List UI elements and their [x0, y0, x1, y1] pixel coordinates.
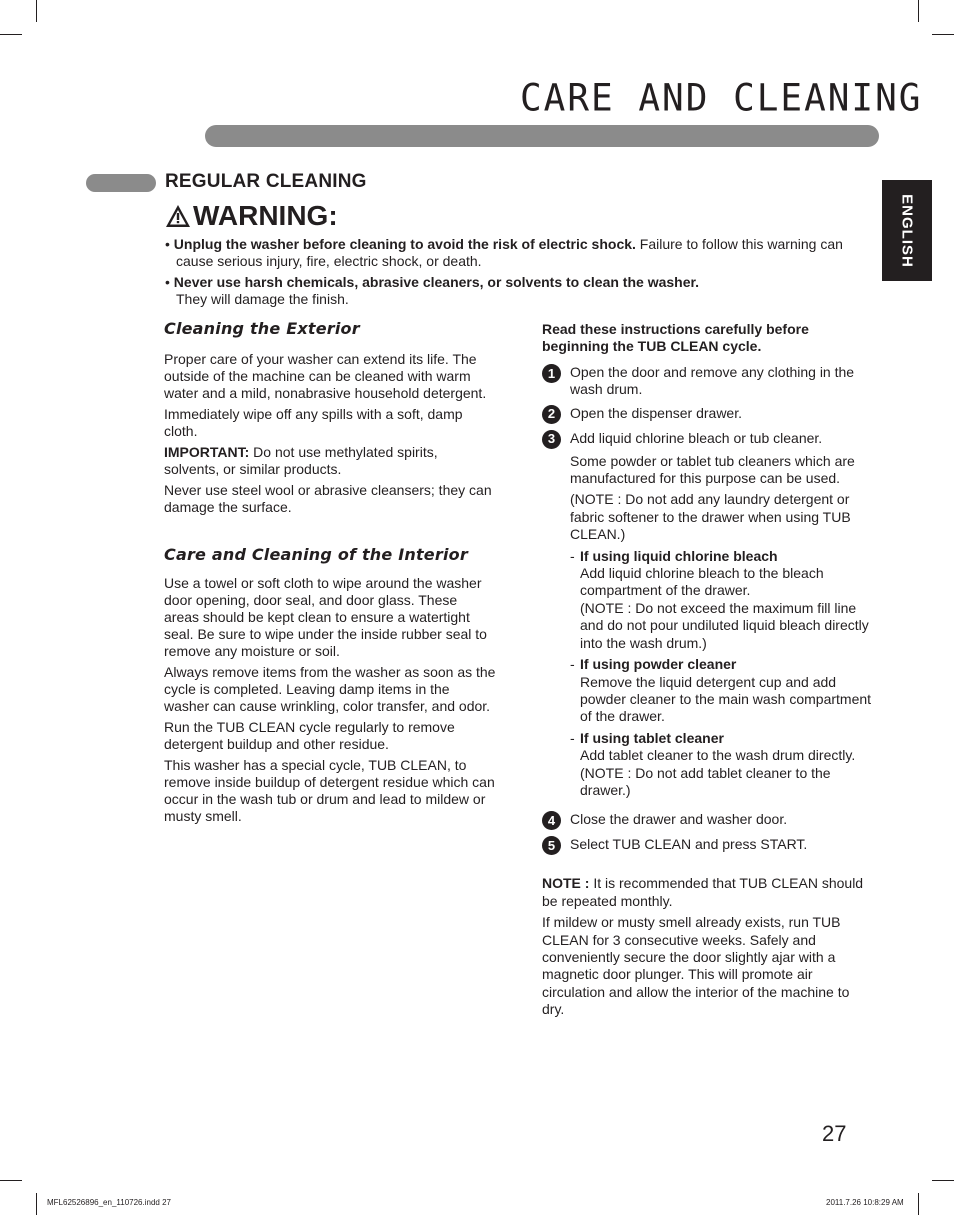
step-text: Add liquid chlorine bleach or tub cleaner. [570, 429, 823, 446]
option-note: (NOTE : Do not add tablet cleaner to the drawer.) [580, 764, 831, 798]
left-column [164, 320, 496, 825]
step-item [542, 364, 872, 399]
exterior-paragraph: Immediately wipe off any spills with a soft, damp cloth. [164, 406, 463, 439]
interior-paragraph: This washer has a special cycle, TUB CLEAN, to remove inside buildup of detergent residue which can occur in the wash tub or drum and lead to mildew or musty smell. [164, 757, 495, 824]
warning-triangle-icon [165, 203, 191, 229]
crop-mark [932, 1180, 954, 1181]
option-item [570, 656, 872, 726]
crop-mark [918, 1193, 919, 1215]
option-text: Add liquid chlorine bleach to the bleach compartment of the drawer. [580, 565, 824, 599]
tubclean-note [542, 875, 872, 910]
step-item [542, 405, 872, 424]
note-label: NOTE : [542, 875, 590, 892]
step-text: Close the drawer and washer door. [570, 811, 788, 828]
exterior-paragraph: Never use steel wool or abrasive cleansers; they can damage the surface. [164, 482, 492, 515]
crop-mark [0, 1180, 22, 1181]
warning-list [165, 236, 865, 312]
step-number-icon: 1 [542, 364, 561, 383]
option-dash: - [570, 656, 575, 673]
page-title: CARE AND CLEANING [520, 76, 923, 121]
note-text: It is recommended that TUB CLEAN should be repeated monthly. [542, 875, 864, 909]
step-text: Select TUB CLEAN and press START. [570, 836, 808, 853]
warning-item-bold: Unplug the washer before cleaning to avoid the risk of electric shock. [173, 236, 636, 252]
language-tab-label: ENGLISH [898, 193, 916, 268]
option-item [570, 548, 872, 652]
step-number-icon: 5 [542, 836, 561, 855]
important-text: Do not use methylated spirits, solvents, or similar products. [164, 444, 438, 477]
warning-item: • Unplug the washer before cleaning to avoid the risk of electric shock. Failure to follow this warning can cause serious injury, fire, electric shock, or death. [165, 236, 843, 269]
tubclean-final: If mildew or musty smell already exists, run TUB CLEAN for 3 consecutive weeks. Safely and conveniently secure the door slightly ajar with a magnetic door plunger. This will promote air circulation and allow the interior of the machine to dry. [542, 914, 850, 1018]
warning-label: WARNING: [193, 200, 338, 231]
page-number: 27 [822, 1121, 847, 1146]
exterior-heading: Cleaning the Exterior [164, 319, 360, 338]
footer-timestamp: 2011.7.26 10:8:29 AM [826, 1198, 904, 1207]
option-text: Add tablet cleaner to the wash drum directly. [580, 747, 856, 764]
crop-mark [918, 0, 919, 22]
warning-heading [165, 200, 338, 232]
interior-paragraph: Run the TUB CLEAN cycle regularly to remove detergent buildup and other residue. [164, 719, 455, 752]
section-pill [86, 174, 156, 192]
important-label: IMPORTANT: [164, 444, 250, 460]
interior-paragraph: Always remove items from the washer as soon as the cycle is completed. Leaving damp items in the washer can cause wrinkling, color transfer, and odor. [164, 664, 496, 714]
crop-mark [932, 34, 954, 35]
interior-heading: Care and Cleaning of the Interior [164, 545, 468, 564]
warning-item-text: They will damage the finish. [176, 291, 349, 307]
option-title: If using powder cleaner [580, 656, 737, 673]
step-item [542, 836, 872, 855]
option-title: If using liquid chlorine bleach [580, 547, 778, 564]
footer-file: MFL62526896_en_110726.indd 27 [47, 1198, 171, 1207]
crop-mark [36, 1193, 37, 1215]
step-text: Open the door and remove any clothing in the wash drum. [570, 363, 855, 398]
step3-note: (NOTE : Do not add any laundry detergent or fabric softener to the drawer when using TUB CLEAN.) [570, 491, 851, 543]
warning-item-text: Failure to follow this warning can cause serious injury, fire, electric shock, or death. [176, 236, 843, 269]
step-text: Open the dispenser drawer. [570, 404, 742, 421]
step3-paragraph: Some powder or tablet tub cleaners which are manufactured for this purpose can be used. [570, 452, 855, 487]
language-tab [882, 180, 932, 281]
warning-item-bold: Never use harsh chemicals, abrasive cleaners, or solvents to clean the washer. [173, 274, 700, 290]
warning-item: • Never use harsh chemicals, abrasive cleaners, or solvents to clean the washer. They will damage the finish. [165, 274, 700, 307]
step-number-icon: 3 [542, 430, 561, 449]
interior-paragraph: Use a towel or soft cloth to wipe around the washer door opening, door seal, and door glass. These areas should be kept clean to ensure a watertight seal. Be sure to wipe under the inside rubber seal to remove any moisture or soil. [164, 575, 487, 659]
step-number-icon: 2 [542, 405, 561, 424]
step-item [542, 811, 872, 830]
title-bar [205, 125, 879, 147]
step-number-icon: 4 [542, 811, 561, 830]
exterior-paragraph: Proper care of your washer can extend its life. The outside of the machine can be cleaned with warm water and a mild, nonabrasive household detergent. [164, 351, 487, 401]
section-title: REGULAR CLEANING [165, 171, 367, 192]
right-column [542, 321, 872, 1019]
crop-mark [36, 0, 37, 22]
option-text: Remove the liquid detergent cup and add powder cleaner to the main wash compartment of the drawer. [580, 673, 872, 725]
option-item [570, 730, 872, 800]
option-dash: - [570, 547, 575, 564]
crop-mark [0, 34, 22, 35]
step-item [542, 430, 872, 449]
step3-details [542, 453, 872, 800]
option-dash: - [570, 729, 575, 746]
tubclean-intro: Read these instructions carefully before beginning the TUB CLEAN cycle. [542, 321, 809, 355]
exterior-important [164, 444, 496, 478]
option-title: If using tablet cleaner [580, 729, 724, 746]
option-note: (NOTE : Do not exceed the maximum fill line and do not pour undiluted liquid bleach directly into the wash drum.) [580, 599, 869, 651]
